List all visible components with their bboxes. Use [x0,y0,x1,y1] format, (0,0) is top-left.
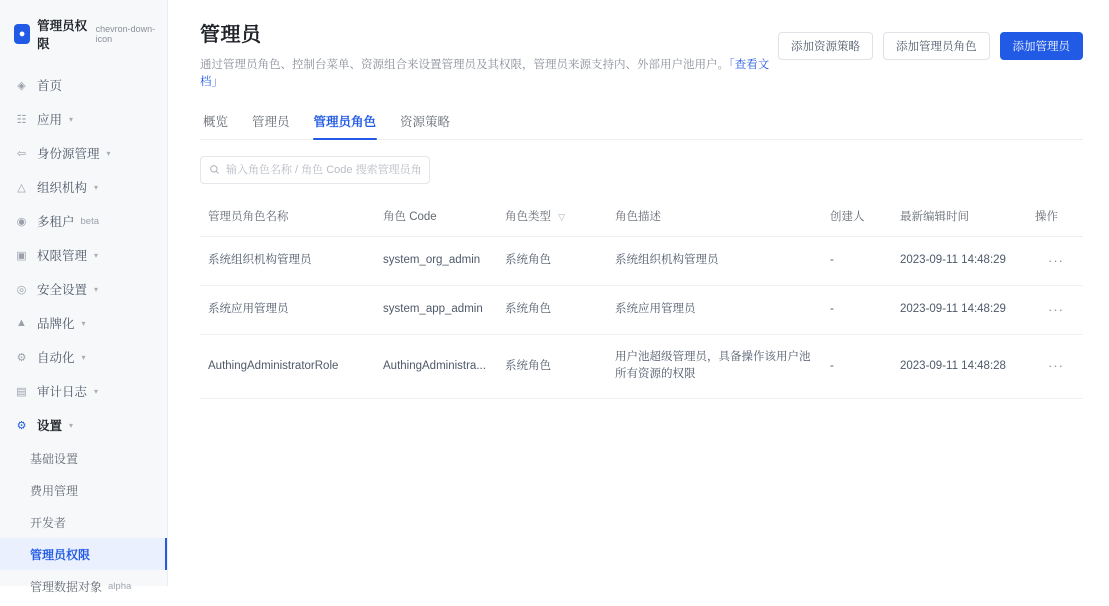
role-code-cell: system_app_admin [375,285,497,334]
sidebar-subitem-developer[interactable] [0,506,167,538]
sidebar-subitem-label: 管理数据对象 [30,579,103,594]
column-header-role-desc: 角色描述 [607,198,822,237]
sidebar-item-permissions[interactable] [0,238,167,272]
updated-at-cell: 2023-09-11 14:48:28 [892,335,1027,399]
page-header-text [200,18,778,92]
creator-cell: - [822,335,892,399]
table-row [200,335,1083,399]
role-name-link[interactable]: AuthingAdministratorRole [200,335,375,399]
sidebar-item-label: 审计日志 [37,385,88,399]
apps-icon: ☷ [16,113,27,126]
role-desc-cell: 系统组织机构管理员 [607,236,822,285]
brand-icon: ▲ [16,317,27,329]
role-type-cell: 系统角色 [497,335,607,399]
sidebar-item-security[interactable] [0,272,167,306]
identity-icon: ⇦ [16,147,27,160]
org-icon: △ [17,181,26,194]
add-admin-role-button[interactable]: 添加管理员角色 [883,32,990,60]
column-header-operations: 操作 [1027,198,1083,237]
role-code-cell: system_org_admin [375,236,497,285]
alpha-badge: alpha [108,580,132,592]
sidebar-subitem-label: 开发者 [30,515,67,530]
row-actions-menu-icon[interactable]: ··· [1048,301,1064,317]
main-content [168,0,1109,586]
sidebar-item-audit-log[interactable] [0,374,167,408]
sidebar-item-settings[interactable] [0,408,167,442]
sidebar-subitem-basic-settings[interactable] [0,442,167,474]
tab-resource-policies[interactable]: 资源策略 [400,114,451,129]
sidebar-subitem-label: 基础设置 [30,451,79,466]
security-icon: ◎ [16,283,27,296]
tab-admins[interactable]: 管理员 [252,114,290,129]
table-row [200,236,1083,285]
role-desc-cell: 系统应用管理员 [607,285,822,334]
search-box[interactable] [200,156,430,184]
tab-admin-roles[interactable]: 管理员角色 [313,106,378,139]
sidebar-subitem-label: 费用管理 [30,483,79,498]
admin-roles-table [200,198,1083,399]
beta-badge: beta [80,215,100,227]
column-header-role-type[interactable] [497,198,607,237]
sidebar-item-label: 首页 [37,79,63,93]
sidebar-item-label: 身份源管理 [37,147,100,161]
search-input[interactable] [226,164,421,176]
view-docs-link[interactable]: 「查看文档」 [200,59,770,89]
chevron-down-icon: ▾ [94,386,99,396]
sidebar-subitem-admin-permissions[interactable] [0,538,167,570]
sidebar-item-label: 设置 [37,419,63,433]
table-header [200,198,1083,237]
sidebar-item-branding[interactable] [0,306,167,340]
page-title: 管理员 [200,24,262,46]
sidebar-nav [0,66,167,442]
shield-icon: ● [14,24,30,44]
sidebar-subnav [0,442,167,606]
table-row [200,285,1083,334]
chevron-down-icon: ▾ [69,114,74,124]
automation-icon: ⚙ [16,351,27,364]
gear-icon: ⚙ [16,419,27,432]
sidebar-item-multi-tenant[interactable] [0,204,167,238]
chevron-down-icon: ▾ [94,182,99,192]
tab-overview[interactable]: 概览 [203,114,229,129]
audit-icon: ▤ [16,385,27,398]
page-description-text: 通过管理员角色、控制台菜单、资源组合来设置管理员及其权限，管理员来源支持内、外部用户池用户。 [200,59,729,71]
creator-cell: - [822,236,892,285]
column-header-creator: 创建人 [822,198,892,237]
tenant-icon: ◉ [16,215,27,228]
chevron-down-icon: chevron-down-icon [95,24,156,44]
column-header-role-type-label: 角色类型 [505,210,551,223]
search-row [200,156,1083,184]
sidebar-item-label: 应用 [37,113,63,127]
chevron-down-icon: ▾ [94,250,99,260]
search-icon [209,164,220,175]
row-actions-menu-icon[interactable]: ··· [1048,358,1064,374]
sidebar-item-label: 安全设置 [37,283,88,297]
chevron-down-icon: ▾ [81,318,86,328]
add-resource-policy-button[interactable]: 添加资源策略 [778,32,873,60]
sidebar-item-organization[interactable] [0,170,167,204]
table-header-row [200,198,1083,237]
row-actions-menu-icon[interactable]: ··· [1048,252,1064,268]
chevron-down-icon: ▾ [106,148,111,158]
updated-at-cell: 2023-09-11 14:48:29 [892,285,1027,334]
sidebar-item-label: 组织机构 [37,181,88,195]
role-name-link[interactable]: 系统应用管理员 [200,285,375,334]
sidebar [0,0,168,594]
column-header-role-name: 管理员角色名称 [200,198,375,237]
column-header-role-code: 角色 Code [375,198,497,237]
sidebar-item-automation[interactable] [0,340,167,374]
permission-icon: ▣ [16,249,27,262]
role-name-link[interactable]: 系统组织机构管理员 [200,236,375,285]
role-type-cell: 系统角色 [497,236,607,285]
chevron-down-icon: ▾ [69,420,74,430]
sidebar-item-apps[interactable] [0,102,167,136]
page-description [200,57,778,92]
creator-cell: - [822,285,892,334]
brand-name: 管理员权限 [37,19,88,51]
filter-icon[interactable]: ▽ [558,211,566,222]
sidebar-item-label: 多租户 [37,215,75,229]
table-body [200,236,1083,398]
sidebar-subitem-billing[interactable] [0,474,167,506]
updated-at-cell: 2023-09-11 14:48:29 [892,236,1027,285]
chevron-down-icon: ▾ [81,352,86,362]
role-type-cell: 系统角色 [497,285,607,334]
sidebar-subitem-managed-data-objects[interactable] [0,570,167,602]
page-header [200,18,1083,92]
role-code-cell: AuthingAdministra... [375,335,497,399]
sidebar-item-label: 品牌化 [37,317,75,331]
add-admin-button[interactable]: 添加管理员 [1000,32,1084,60]
role-desc-cell: 用户池超级管理员，具备操作该用户池所有资源的权限 [607,335,822,399]
chevron-down-icon: ▾ [94,284,99,294]
sidebar-item-identity-sources[interactable] [0,136,167,170]
tab-bar [200,106,1083,140]
sidebar-item-label: 自动化 [37,351,75,365]
page-actions [778,18,1083,60]
home-icon: ◈ [17,79,26,92]
column-header-updated-at: 最新编辑时间 [892,198,1027,237]
brand-switcher[interactable] [0,0,167,66]
sidebar-item-label: 权限管理 [37,249,88,263]
sidebar-subitem-label: 管理员权限 [30,547,91,562]
sidebar-item-home[interactable] [0,68,167,102]
